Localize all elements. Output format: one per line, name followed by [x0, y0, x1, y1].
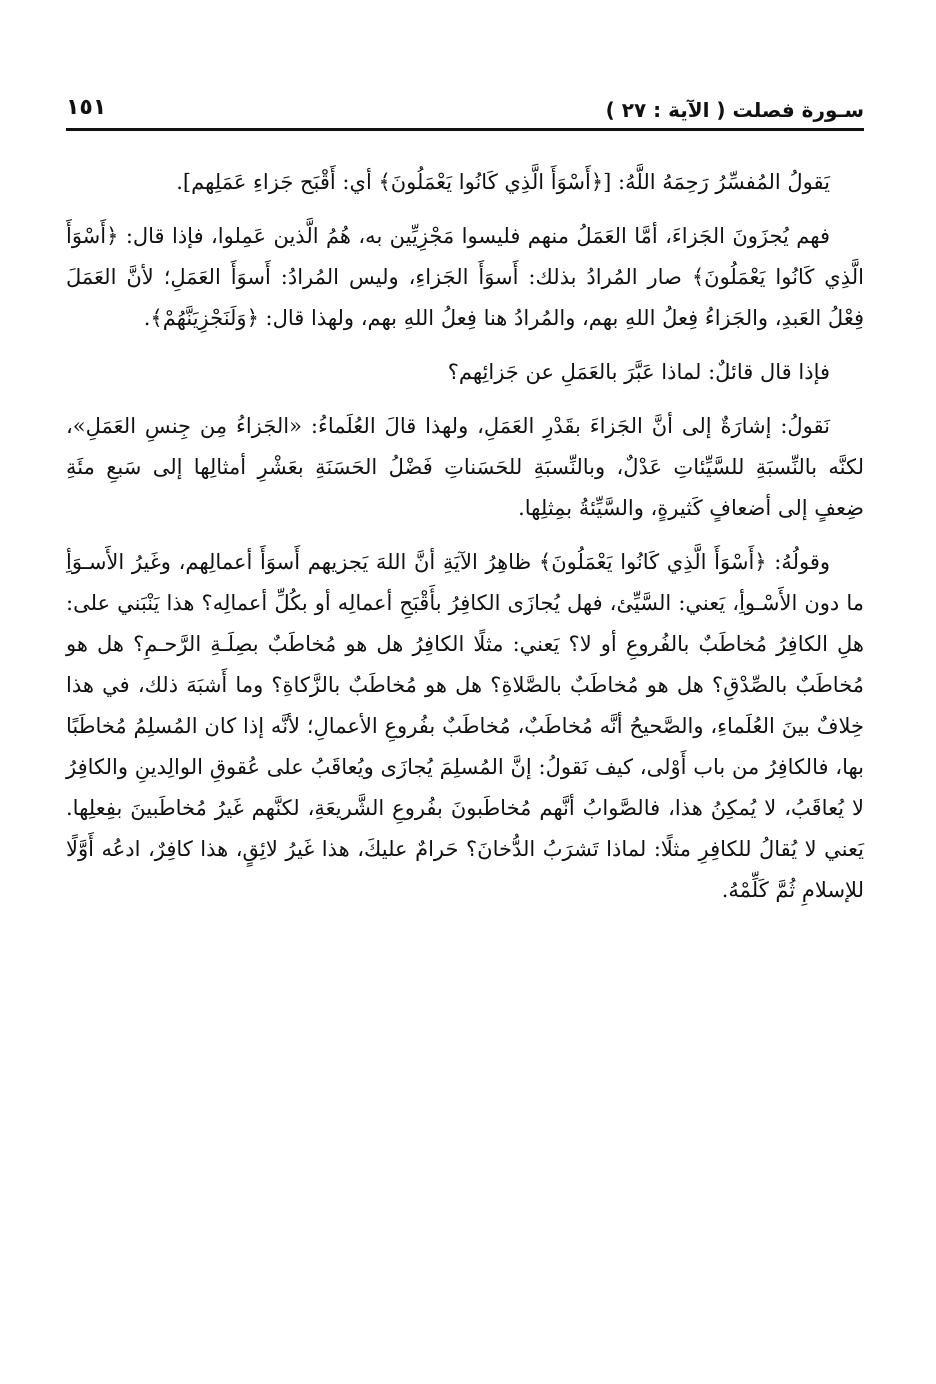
header-rule — [66, 128, 864, 131]
paragraph-1: يَقولُ المُفسِّرُ رَحِمَهُ اللَّهُ: [﴿أَسْوَأَ الَّذِي كَانُوا يَعْمَلُونَ﴾ أي: أَقْبَح جَزاءِ عَمَلِهم]. — [176, 170, 830, 194]
paragraph-5: وقولُهُ: ﴿أَسْوَأَ الَّذِي كَانُوا يَعْمَلُونَ﴾ ظاهِرُ الآيَةِ أنَّ اللهَ يَجزيهم أَسوَأَ أعمالِهم، وغَيرُ الأَسـوَأِ ما دون الأَسْـوأِ، يَعني: السَّيِّئ، فهل يُجازَى الكافِرُ بأَقْبَحِ أعمالِه أو بكُلِّ أعمالِه؟ هذا يَنْبَني على: هلِ الكافِرُ مُخاطَبٌ بالفُروعِ أو لا؟ يَعني: مثلًا الكافِرُ هل هو مُخاطَبٌ بصِلَـةِ الرَّحـمِ؟ هل هو مُخاطَبٌ بالصِّدْقِ؟ هل هو مُخاطَبٌ بالصَّلاةِ؟ هل هو مُخاطَبٌ بالزَّكاةِ؟ وما أَشبَهَ ذلك، في هذا خِلافٌ بينَ العُلَماءِ، والصَّحيحُ أنَّه مُخاطَبٌ، مُخاطَبٌ بفُروعِ الأعمالِ؛ لأنَّه إذا كان المُسلِمُ مُخاطَبًا بها، فالكافِرُ من باب أَوْلى، كيف نَقولُ: إنَّ المُسلِمَ يُجازَى ويُعاقَبُ على عُقوقِ الوالِدينِ والكافِرُ لا يُعاقَبُ، لا يُمكِنُ هذا، فالصَّوابُ أنَّهم مُخاطَبونَ بفُروعِ الشَّريعَةِ، لكنَّهم غَيرُ مُخاطَبينَ بفِعلِها. يَعني لا يُقالُ للكافِرِ مثلًا: لماذا تَشرَبُ الدُّخانَ؟ حَرامٌ عليكَ، هذا غَيرُ لائِقٍ، هذا كافِرٌ، ادعُه أَوَّلًا للإسلامِ ثُمَّ كَلِّمْهُ. — [66, 550, 865, 902]
page-number: ١٥١ — [66, 95, 107, 120]
running-header — [66, 92, 864, 132]
surah-title: سـورة فصلت ( الآية : ٢٧ ) — [605, 98, 864, 122]
paragraph-3: فإذا قال قائلٌ: لماذا عَبَّرَ بالعَمَلِ عن جَزائِهم؟ — [447, 360, 830, 384]
paragraph-4: نَقولُ: إشارَةٌ إلى أنَّ الجَزاءَ بقَدْرِ العَمَلِ، ولهذا قالَ العُلَماءُ: «الجَزاءُ مِن جِنسِ العَمَلِ»، لكنَّه بالنِّسبَةِ للسَّيِّئاتِ عَدْلٌ، وبالنِّسبَةِ للحَسَناتِ فَضْلُ الحَسَنَةِ بعَشْرِ أمثالِها إلى سَبعِ مئَةِ ضِعفٍ إلى أضعافٍ كَثيرةٍ، والسَّيِّئةُ بمِثلِها. — [66, 414, 864, 520]
paragraph-2: فهم يُجزَونَ الجَزاءَ، أمَّا العَمَلُ منهم فليسوا مَجْزِيِّين به، هُمُ الَّذين عَمِلوا، فإذا قال: ﴿أَسْوَأَ الَّذِي كَانُوا يَعْمَلُونَ﴾ صار المُرادُ بذلك: أَسوَأَ الجَزاءِ، وليس المُرادُ: أَسوَأَ العَمَلِ؛ لأنَّ العَمَلَ فِعْلُ العَبدِ، والجَزاءُ فِعلُ اللهِ بهم، والمُرادُ هنا فِعلُ اللهِ بهم، ولهذا قال: ﴿وَلَنَجْزِيَنَّهُمْ﴾. — [66, 224, 864, 330]
body-text — [66, 162, 864, 924]
